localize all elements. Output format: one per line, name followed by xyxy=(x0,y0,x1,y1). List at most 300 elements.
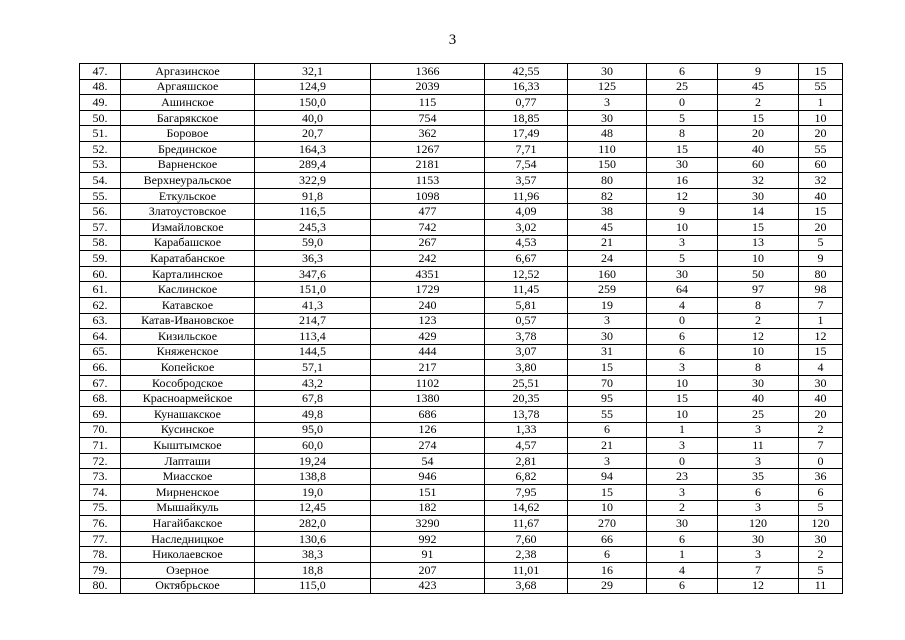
table-row xyxy=(80,547,843,563)
value-cell-3: 11,01 xyxy=(485,563,568,579)
value-cell-6: 2 xyxy=(718,95,799,111)
value-cell-2: 1102 xyxy=(371,375,485,391)
value-cell-1: 12,45 xyxy=(255,500,371,516)
value-cell-5: 6 xyxy=(647,578,718,594)
area-name-cell: Княженское xyxy=(121,344,255,360)
area-name-cell: Катав-Ивановское xyxy=(121,313,255,329)
value-cell-1: 41,3 xyxy=(255,297,371,313)
table-row xyxy=(80,126,843,142)
value-cell-2: 4351 xyxy=(371,266,485,282)
value-cell-4: 6 xyxy=(568,422,647,438)
row-number-cell: 57. xyxy=(80,219,121,235)
value-cell-5: 3 xyxy=(647,235,718,251)
value-cell-4: 270 xyxy=(568,516,647,532)
area-name-cell: Каратабанское xyxy=(121,251,255,267)
value-cell-2: 1098 xyxy=(371,188,485,204)
value-cell-1: 124,9 xyxy=(255,79,371,95)
value-cell-6: 8 xyxy=(718,360,799,376)
value-cell-3: 13,78 xyxy=(485,407,568,423)
value-cell-2: 182 xyxy=(371,500,485,516)
area-name-cell: Измайловское xyxy=(121,219,255,235)
value-cell-3: 3,68 xyxy=(485,578,568,594)
value-cell-1: 20,7 xyxy=(255,126,371,142)
value-cell-7: 10 xyxy=(799,110,843,126)
value-cell-4: 80 xyxy=(568,173,647,189)
table-row xyxy=(80,64,843,80)
value-cell-4: 3 xyxy=(568,313,647,329)
value-cell-2: 1153 xyxy=(371,173,485,189)
value-cell-5: 0 xyxy=(647,95,718,111)
value-cell-3: 3,80 xyxy=(485,360,568,376)
value-cell-4: 21 xyxy=(568,438,647,454)
value-cell-6: 25 xyxy=(718,407,799,423)
value-cell-5: 25 xyxy=(647,79,718,95)
value-cell-7: 0 xyxy=(799,453,843,469)
row-number-cell: 52. xyxy=(80,141,121,157)
value-cell-4: 30 xyxy=(568,110,647,126)
value-cell-5: 2 xyxy=(647,500,718,516)
area-name-cell: Катавское xyxy=(121,297,255,313)
row-number-cell: 73. xyxy=(80,469,121,485)
value-cell-1: 38,3 xyxy=(255,547,371,563)
table-row xyxy=(80,79,843,95)
value-cell-6: 35 xyxy=(718,469,799,485)
value-cell-7: 30 xyxy=(799,375,843,391)
value-cell-7: 5 xyxy=(799,500,843,516)
table-row xyxy=(80,266,843,282)
value-cell-6: 30 xyxy=(718,531,799,547)
area-name-cell: Аргаяшское xyxy=(121,79,255,95)
value-cell-6: 2 xyxy=(718,313,799,329)
hunting-areas-table xyxy=(79,63,843,594)
value-cell-2: 444 xyxy=(371,344,485,360)
value-cell-6: 120 xyxy=(718,516,799,532)
value-cell-6: 30 xyxy=(718,188,799,204)
row-number-cell: 79. xyxy=(80,563,121,579)
table-row xyxy=(80,188,843,204)
value-cell-4: 110 xyxy=(568,141,647,157)
value-cell-2: 267 xyxy=(371,235,485,251)
value-cell-3: 7,54 xyxy=(485,157,568,173)
value-cell-4: 94 xyxy=(568,469,647,485)
value-cell-5: 5 xyxy=(647,251,718,267)
row-number-cell: 51. xyxy=(80,126,121,142)
value-cell-3: 2,81 xyxy=(485,453,568,469)
value-cell-6: 40 xyxy=(718,391,799,407)
row-number-cell: 65. xyxy=(80,344,121,360)
area-name-cell: Верхнеуральское xyxy=(121,173,255,189)
value-cell-1: 116,5 xyxy=(255,204,371,220)
value-cell-4: 29 xyxy=(568,578,647,594)
value-cell-7: 15 xyxy=(799,204,843,220)
value-cell-7: 36 xyxy=(799,469,843,485)
row-number-cell: 67. xyxy=(80,375,121,391)
value-cell-7: 4 xyxy=(799,360,843,376)
value-cell-5: 1 xyxy=(647,547,718,563)
value-cell-1: 95,0 xyxy=(255,422,371,438)
value-cell-1: 91,8 xyxy=(255,188,371,204)
value-cell-1: 57,1 xyxy=(255,360,371,376)
area-name-cell: Каслинское xyxy=(121,282,255,298)
value-cell-4: 55 xyxy=(568,407,647,423)
value-cell-4: 125 xyxy=(568,79,647,95)
value-cell-6: 20 xyxy=(718,126,799,142)
value-cell-1: 322,9 xyxy=(255,173,371,189)
value-cell-4: 160 xyxy=(568,266,647,282)
value-cell-5: 16 xyxy=(647,173,718,189)
value-cell-5: 10 xyxy=(647,219,718,235)
value-cell-6: 15 xyxy=(718,219,799,235)
value-cell-1: 40,0 xyxy=(255,110,371,126)
value-cell-4: 19 xyxy=(568,297,647,313)
value-cell-1: 151,0 xyxy=(255,282,371,298)
table-row xyxy=(80,391,843,407)
value-cell-1: 36,3 xyxy=(255,251,371,267)
value-cell-7: 2 xyxy=(799,422,843,438)
area-name-cell: Миасское xyxy=(121,469,255,485)
value-cell-3: 0,57 xyxy=(485,313,568,329)
value-cell-4: 3 xyxy=(568,453,647,469)
area-name-cell: Мышайкуль xyxy=(121,500,255,516)
value-cell-7: 7 xyxy=(799,297,843,313)
value-cell-1: 19,24 xyxy=(255,453,371,469)
value-cell-4: 45 xyxy=(568,219,647,235)
table-row xyxy=(80,329,843,345)
area-name-cell: Копейское xyxy=(121,360,255,376)
value-cell-5: 6 xyxy=(647,531,718,547)
table-row xyxy=(80,360,843,376)
value-cell-7: 12 xyxy=(799,329,843,345)
table-body xyxy=(80,64,843,594)
value-cell-5: 6 xyxy=(647,344,718,360)
value-cell-1: 113,4 xyxy=(255,329,371,345)
value-cell-6: 45 xyxy=(718,79,799,95)
value-cell-6: 3 xyxy=(718,500,799,516)
value-cell-5: 30 xyxy=(647,516,718,532)
value-cell-2: 151 xyxy=(371,485,485,501)
value-cell-1: 43,2 xyxy=(255,375,371,391)
area-name-cell: Николаевское xyxy=(121,547,255,563)
value-cell-2: 362 xyxy=(371,126,485,142)
table-row xyxy=(80,95,843,111)
value-cell-2: 91 xyxy=(371,547,485,563)
value-cell-5: 5 xyxy=(647,110,718,126)
value-cell-7: 7 xyxy=(799,438,843,454)
value-cell-6: 8 xyxy=(718,297,799,313)
row-number-cell: 63. xyxy=(80,313,121,329)
table-row xyxy=(80,204,843,220)
value-cell-2: 946 xyxy=(371,469,485,485)
table-row xyxy=(80,157,843,173)
value-cell-2: 115 xyxy=(371,95,485,111)
value-cell-7: 2 xyxy=(799,547,843,563)
row-number-cell: 69. xyxy=(80,407,121,423)
value-cell-7: 55 xyxy=(799,141,843,157)
table-row xyxy=(80,531,843,547)
value-cell-7: 32 xyxy=(799,173,843,189)
value-cell-4: 24 xyxy=(568,251,647,267)
value-cell-7: 30 xyxy=(799,531,843,547)
value-cell-6: 30 xyxy=(718,375,799,391)
value-cell-5: 23 xyxy=(647,469,718,485)
value-cell-5: 3 xyxy=(647,438,718,454)
value-cell-5: 4 xyxy=(647,563,718,579)
value-cell-3: 14,62 xyxy=(485,500,568,516)
value-cell-2: 207 xyxy=(371,563,485,579)
value-cell-5: 6 xyxy=(647,329,718,345)
value-cell-3: 11,67 xyxy=(485,516,568,532)
area-name-cell: Ашинское xyxy=(121,95,255,111)
value-cell-7: 120 xyxy=(799,516,843,532)
value-cell-2: 1729 xyxy=(371,282,485,298)
value-cell-3: 3,02 xyxy=(485,219,568,235)
value-cell-7: 11 xyxy=(799,578,843,594)
value-cell-6: 32 xyxy=(718,173,799,189)
value-cell-6: 50 xyxy=(718,266,799,282)
value-cell-5: 15 xyxy=(647,141,718,157)
table-row xyxy=(80,219,843,235)
area-name-cell: Аргазинское xyxy=(121,64,255,80)
value-cell-1: 49,8 xyxy=(255,407,371,423)
row-number-cell: 47. xyxy=(80,64,121,80)
value-cell-6: 60 xyxy=(718,157,799,173)
area-name-cell: Красноармейское xyxy=(121,391,255,407)
value-cell-3: 0,77 xyxy=(485,95,568,111)
value-cell-2: 2039 xyxy=(371,79,485,95)
area-name-cell: Еткульское xyxy=(121,188,255,204)
row-number-cell: 71. xyxy=(80,438,121,454)
value-cell-3: 3,07 xyxy=(485,344,568,360)
row-number-cell: 49. xyxy=(80,95,121,111)
value-cell-5: 64 xyxy=(647,282,718,298)
value-cell-1: 150,0 xyxy=(255,95,371,111)
area-name-cell: Нагайбакское xyxy=(121,516,255,532)
value-cell-5: 0 xyxy=(647,453,718,469)
value-cell-2: 126 xyxy=(371,422,485,438)
row-number-cell: 76. xyxy=(80,516,121,532)
value-cell-5: 10 xyxy=(647,375,718,391)
row-number-cell: 66. xyxy=(80,360,121,376)
value-cell-1: 164,3 xyxy=(255,141,371,157)
value-cell-3: 7,71 xyxy=(485,141,568,157)
value-cell-4: 10 xyxy=(568,500,647,516)
value-cell-7: 1 xyxy=(799,95,843,111)
value-cell-6: 10 xyxy=(718,251,799,267)
value-cell-6: 7 xyxy=(718,563,799,579)
value-cell-1: 18,8 xyxy=(255,563,371,579)
value-cell-7: 5 xyxy=(799,563,843,579)
value-cell-6: 15 xyxy=(718,110,799,126)
row-number-cell: 48. xyxy=(80,79,121,95)
table-row xyxy=(80,173,843,189)
value-cell-3: 7,60 xyxy=(485,531,568,547)
value-cell-1: 59,0 xyxy=(255,235,371,251)
value-cell-5: 6 xyxy=(647,64,718,80)
table-row xyxy=(80,141,843,157)
row-number-cell: 64. xyxy=(80,329,121,345)
area-name-cell: Кусинское xyxy=(121,422,255,438)
value-cell-3: 17,49 xyxy=(485,126,568,142)
area-name-cell: Лапташи xyxy=(121,453,255,469)
value-cell-5: 0 xyxy=(647,313,718,329)
row-number-cell: 68. xyxy=(80,391,121,407)
value-cell-6: 9 xyxy=(718,64,799,80)
area-name-cell: Октябрьское xyxy=(121,578,255,594)
value-cell-1: 214,7 xyxy=(255,313,371,329)
value-cell-5: 9 xyxy=(647,204,718,220)
row-number-cell: 75. xyxy=(80,500,121,516)
value-cell-1: 245,3 xyxy=(255,219,371,235)
table-row xyxy=(80,516,843,532)
value-cell-2: 1366 xyxy=(371,64,485,80)
area-name-cell: Наследницкое xyxy=(121,531,255,547)
value-cell-6: 13 xyxy=(718,235,799,251)
value-cell-6: 11 xyxy=(718,438,799,454)
row-number-cell: 72. xyxy=(80,453,121,469)
value-cell-6: 3 xyxy=(718,453,799,469)
value-cell-2: 2181 xyxy=(371,157,485,173)
value-cell-7: 20 xyxy=(799,219,843,235)
area-name-cell: Варненское xyxy=(121,157,255,173)
value-cell-3: 4,57 xyxy=(485,438,568,454)
value-cell-5: 12 xyxy=(647,188,718,204)
value-cell-1: 67,8 xyxy=(255,391,371,407)
value-cell-6: 3 xyxy=(718,547,799,563)
value-cell-2: 1267 xyxy=(371,141,485,157)
value-cell-7: 40 xyxy=(799,391,843,407)
value-cell-7: 60 xyxy=(799,157,843,173)
table-row xyxy=(80,251,843,267)
table-row xyxy=(80,407,843,423)
row-number-cell: 78. xyxy=(80,547,121,563)
value-cell-5: 8 xyxy=(647,126,718,142)
row-number-cell: 58. xyxy=(80,235,121,251)
row-number-cell: 80. xyxy=(80,578,121,594)
value-cell-6: 97 xyxy=(718,282,799,298)
value-cell-3: 18,85 xyxy=(485,110,568,126)
area-name-cell: Карабашское xyxy=(121,235,255,251)
value-cell-2: 242 xyxy=(371,251,485,267)
value-cell-2: 429 xyxy=(371,329,485,345)
area-name-cell: Мирненское xyxy=(121,485,255,501)
value-cell-6: 10 xyxy=(718,344,799,360)
area-name-cell: Багарякское xyxy=(121,110,255,126)
value-cell-6: 14 xyxy=(718,204,799,220)
value-cell-7: 1 xyxy=(799,313,843,329)
value-cell-6: 12 xyxy=(718,329,799,345)
value-cell-7: 6 xyxy=(799,485,843,501)
page-number: 3 xyxy=(448,32,457,48)
value-cell-3: 12,52 xyxy=(485,266,568,282)
table-row xyxy=(80,344,843,360)
value-cell-1: 138,8 xyxy=(255,469,371,485)
value-cell-4: 16 xyxy=(568,563,647,579)
value-cell-1: 289,4 xyxy=(255,157,371,173)
value-cell-3: 2,38 xyxy=(485,547,568,563)
value-cell-4: 30 xyxy=(568,329,647,345)
value-cell-4: 259 xyxy=(568,282,647,298)
value-cell-4: 3 xyxy=(568,95,647,111)
value-cell-6: 3 xyxy=(718,422,799,438)
value-cell-2: 54 xyxy=(371,453,485,469)
area-name-cell: Карталинское xyxy=(121,266,255,282)
value-cell-2: 274 xyxy=(371,438,485,454)
value-cell-4: 31 xyxy=(568,344,647,360)
value-cell-4: 95 xyxy=(568,391,647,407)
table-row xyxy=(80,438,843,454)
value-cell-1: 347,6 xyxy=(255,266,371,282)
value-cell-6: 12 xyxy=(718,578,799,594)
value-cell-4: 21 xyxy=(568,235,647,251)
area-name-cell: Златоустовское xyxy=(121,204,255,220)
table-row xyxy=(80,313,843,329)
row-number-cell: 56. xyxy=(80,204,121,220)
row-number-cell: 54. xyxy=(80,173,121,189)
value-cell-1: 60,0 xyxy=(255,438,371,454)
area-name-cell: Брединское xyxy=(121,141,255,157)
table-row xyxy=(80,500,843,516)
value-cell-1: 282,0 xyxy=(255,516,371,532)
table-row xyxy=(80,485,843,501)
value-cell-6: 40 xyxy=(718,141,799,157)
row-number-cell: 60. xyxy=(80,266,121,282)
value-cell-7: 9 xyxy=(799,251,843,267)
value-cell-3: 4,09 xyxy=(485,204,568,220)
value-cell-2: 3290 xyxy=(371,516,485,532)
value-cell-3: 7,95 xyxy=(485,485,568,501)
value-cell-3: 1,33 xyxy=(485,422,568,438)
area-name-cell: Боровое xyxy=(121,126,255,142)
value-cell-2: 240 xyxy=(371,297,485,313)
value-cell-5: 3 xyxy=(647,485,718,501)
value-cell-3: 6,67 xyxy=(485,251,568,267)
area-name-cell: Кунашакское xyxy=(121,407,255,423)
row-number-cell: 77. xyxy=(80,531,121,547)
value-cell-4: 82 xyxy=(568,188,647,204)
value-cell-3: 16,33 xyxy=(485,79,568,95)
value-cell-5: 4 xyxy=(647,297,718,313)
row-number-cell: 70. xyxy=(80,422,121,438)
value-cell-1: 144,5 xyxy=(255,344,371,360)
table-row xyxy=(80,297,843,313)
value-cell-2: 742 xyxy=(371,219,485,235)
value-cell-3: 11,96 xyxy=(485,188,568,204)
value-cell-1: 115,0 xyxy=(255,578,371,594)
value-cell-7: 20 xyxy=(799,407,843,423)
table-row xyxy=(80,375,843,391)
value-cell-3: 25,51 xyxy=(485,375,568,391)
row-number-cell: 55. xyxy=(80,188,121,204)
value-cell-5: 1 xyxy=(647,422,718,438)
value-cell-3: 3,78 xyxy=(485,329,568,345)
value-cell-5: 30 xyxy=(647,266,718,282)
table-row xyxy=(80,563,843,579)
value-cell-7: 40 xyxy=(799,188,843,204)
row-number-cell: 61. xyxy=(80,282,121,298)
value-cell-2: 992 xyxy=(371,531,485,547)
table-row xyxy=(80,282,843,298)
value-cell-1: 19,0 xyxy=(255,485,371,501)
value-cell-7: 15 xyxy=(799,344,843,360)
value-cell-5: 10 xyxy=(647,407,718,423)
value-cell-5: 3 xyxy=(647,360,718,376)
value-cell-2: 423 xyxy=(371,578,485,594)
value-cell-2: 217 xyxy=(371,360,485,376)
table-row xyxy=(80,578,843,594)
value-cell-2: 1380 xyxy=(371,391,485,407)
row-number-cell: 53. xyxy=(80,157,121,173)
value-cell-4: 66 xyxy=(568,531,647,547)
